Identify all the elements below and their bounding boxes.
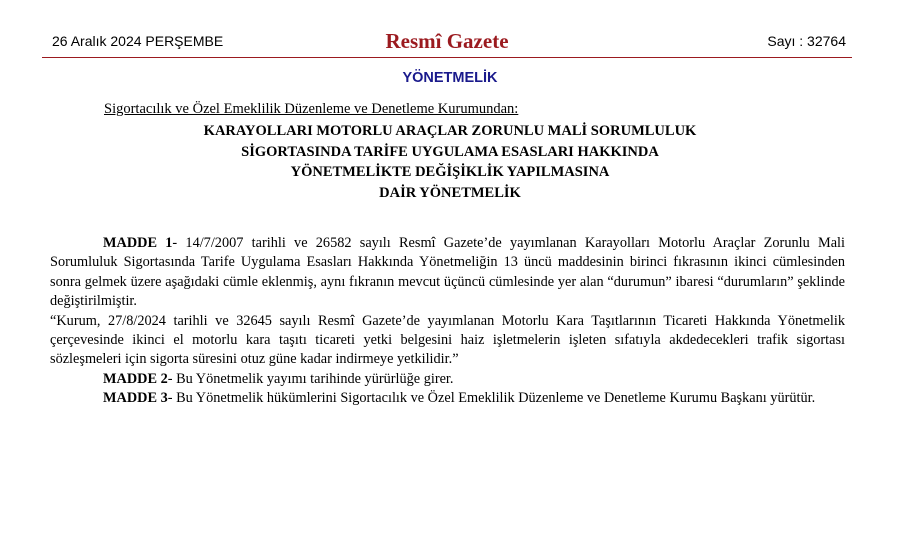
newspaper-title: Resmî Gazete	[385, 29, 509, 53]
regulation-body	[50, 234, 845, 409]
issue-date: 26 Aralık 2024 PERŞEMBE	[52, 33, 224, 49]
article-3	[50, 389, 845, 408]
regulation-title-line: DAİR YÖNETMELİK	[379, 184, 521, 201]
issue-number: Sayı : 32764	[767, 33, 846, 49]
regulation-title-line: KARAYOLLARI MOTORLU ARAÇLAR ZORUNLU MALİ SORUMLULUK	[203, 123, 697, 139]
section-title: YÖNETMELİK	[402, 70, 498, 86]
article-label: MADDE 1	[103, 235, 173, 251]
masthead	[42, 26, 852, 56]
masthead-divider	[42, 57, 852, 58]
article-1	[50, 234, 845, 312]
article-1-quote: “Kurum, 27/8/2024 tarihli ve 32645 sayılı Resmî Gazete’de yayımlanan Motorlu Kara Taşıtlarının Ticareti Hakkında Yönetmelik çerçevesinde ikinci el motorlu kara taşıtı ticareti yetki belgesini haiz işletmelerin işleten sıfatıyla akdedecekleri trafik sigortası sözleşmeleri için sigorta süresini otuz güne kadar indirmeye yetkilidir.”	[50, 312, 845, 368]
issuing-authority: Sigortacılık ve Özel Emeklilik Düzenleme ve Denetleme Kurumundan:	[104, 101, 519, 117]
article-label: MADDE 2	[103, 370, 168, 387]
article-text: - Bu Yönetmelik hükümlerini Sigortacılık ve Özel Emeklilik Düzenleme ve Denetleme Kurumu Başkanı yürütür.	[167, 390, 816, 407]
article-text: - Bu Yönetmelik yayımı tarihinde yürürlüğe girer.	[167, 370, 454, 387]
article-label: MADDE 3	[103, 390, 168, 407]
regulation-title	[0, 121, 900, 203]
regulation-title-line: SİGORTASINDA TARİFE UYGULAMA ESASLARI HAKKINDA	[241, 143, 659, 160]
article-2	[50, 370, 845, 389]
article-text: - 14/7/2007 tarihli ve 26582 sayılı Resmî Gazete’de yayımlanan Karayolları Motorlu Araçlar Zorunlu Mali Sorumluluk Sigortasında Tarife Uygulama Esasları Hakkında Yönetmeliğin 13 üncü maddesinin birinci fıkrasının ikinci cümlesinden sonra gelmek üzere aşağıdaki cümle eklenmiş, aynı fıkranın mevcut üçüncü cümlesinde yer alan “durumun” ibaresi “durumların” şeklinde değiştirilmiştir.	[50, 235, 845, 310]
regulation-title-line: YÖNETMELİKTE DEĞİŞİKLİK YAPILMASINA	[290, 164, 610, 180]
